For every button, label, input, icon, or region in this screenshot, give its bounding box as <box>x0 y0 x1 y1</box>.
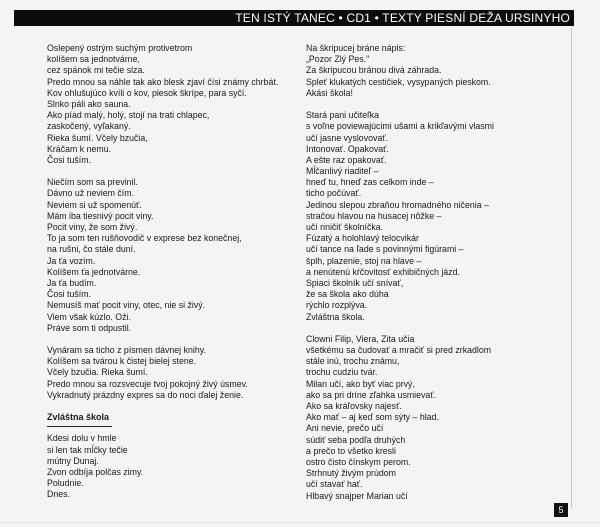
text-line: Clowni Filip, Viera, Zita učia <box>306 333 415 344</box>
text-line: Kolíšem ťa jednotvárne. <box>47 266 141 277</box>
text-line: Zvon odbíja polčas zimy. <box>47 466 144 477</box>
text-line: Kov ohlušujúco kvíli o kov, piesok škrípe, para syčí. <box>47 87 247 98</box>
text-line: Strhnutý živým prúdom <box>306 468 396 479</box>
text-line: súdiť seba podľa druhých <box>306 434 406 445</box>
text-line: mútny Dunaj. <box>47 455 99 466</box>
text-line: Spleť klukatých cestičiek, vysypaných pieskom. <box>306 76 491 87</box>
text-line: stračou hlavou na husacej nôžke – <box>306 210 442 221</box>
right-stanza-2 <box>306 110 566 323</box>
text-line: šplh, plazenie, stoj na hlave – <box>306 255 422 266</box>
text-line: Čosi tuším. <box>47 154 91 165</box>
text-line: Ja ťa budím. <box>47 277 97 288</box>
text-line: Dávno už neviem čím. <box>47 188 135 199</box>
text-line: „Pozor Zlý Pes." <box>306 54 370 65</box>
text-line: učí riničiť školníčka. <box>306 222 384 232</box>
text-line: Hlbavý snajper Marian učí <box>306 490 408 501</box>
page-number: 5 <box>554 503 568 517</box>
right-stanza-1 <box>306 43 566 99</box>
text-line: že sa škola ako dúha <box>306 289 389 300</box>
section-heading-rule <box>47 426 112 427</box>
text-line: učí tance na ľade s povinnými figúrami – <box>306 244 464 255</box>
text-line: Mám iba tiesnivý pocit viny. <box>47 210 154 221</box>
text-line: Viem však kúzlo. Oži. <box>47 311 131 322</box>
right-margin-rule <box>571 28 572 508</box>
text-line: ako sa pri dríne zľahka usmievať. <box>306 389 437 400</box>
stanza-gap <box>306 99 566 110</box>
text-line: Intonovať. Opakovať. <box>306 143 389 154</box>
text-line: Ako sa kráľovsky najesť. <box>306 401 402 411</box>
text-line: učí stavať hať. <box>306 479 363 490</box>
text-line: Nemusíš mať pocit viny, otec, nie si živý. <box>47 300 206 311</box>
text-line: Oslepený ostrým suchým protivetrom <box>47 43 193 53</box>
left-stanza-1 <box>47 43 287 166</box>
text-line: Neviem si už spomenúť. <box>47 199 142 210</box>
text-line: Stará pani učiteľka <box>306 110 379 121</box>
stanza-gap <box>47 334 287 345</box>
left-stanza-2 <box>47 177 287 334</box>
text-line: a prečo to všetko kresli <box>306 445 396 456</box>
text-line: kolíšem sa jednotvárne, <box>47 54 140 65</box>
text-line: Dnes. <box>47 489 70 500</box>
text-line: stále inú, trochu známu, <box>306 356 400 367</box>
right-stanza-3 <box>306 334 566 502</box>
text-line: Za škripucou bránou divá záhrada. <box>306 65 442 76</box>
stanza-gap <box>306 323 566 334</box>
text-line: Vykradnutý prázdny expres sa do noci ďalej ženie. <box>47 389 244 400</box>
text-line: Ako mať – aj keď som sýty – hlad. <box>306 412 439 423</box>
bottom-edge-line <box>0 522 600 523</box>
stanza-gap <box>47 401 287 412</box>
header-bar <box>0 0 600 28</box>
right-column <box>306 43 566 502</box>
text-line: Kráčam k nemu. <box>47 143 112 154</box>
page-header-title: TEN ISTÝ TANEC • CD1 • TEXTY PIESNÍ DEŽA URSINYHO <box>235 11 570 25</box>
text-line: Vynáram sa ticho z písmen dávnej knihy. <box>47 345 206 356</box>
text-line: a nenútenú kŕčovitosť exhibičných jázd. <box>306 266 460 277</box>
text-line: Včely bzučia. Rieka šumí. <box>47 367 148 378</box>
text-line: Niečím som sa previnil. <box>47 177 138 188</box>
text-line: Pocit viny, že som živý. <box>47 222 138 232</box>
text-line: všetkému sa čudovať a mračiť si pred zrkadlom <box>306 345 492 356</box>
text-line: Predo mnou sa rozsvecuje tvoj pokojný živý úsmev. <box>47 378 248 389</box>
text-line: Poludnie. <box>47 478 84 489</box>
text-line: trochu cudziu tvár. <box>306 367 378 378</box>
text-line: rýchlo rozplýva. <box>306 300 368 311</box>
text-line: Jedinou slepou zbraňou hromadného ničenia – <box>306 199 489 210</box>
text-line: Ja ťa vozím. <box>47 255 96 266</box>
section-heading: Zvláštna škola <box>47 412 110 423</box>
left-stanza-4 <box>47 433 287 500</box>
text-line: Slnko páli ako sauna. <box>47 98 131 109</box>
text-line: zaskočený, vyľakaný. <box>47 121 131 132</box>
text-line: To ja som ten rušňovodič v exprese bez konečnej, <box>47 233 242 244</box>
stanza-gap <box>47 166 287 177</box>
text-line: s voľne poviewajúcimi ušami a krikľavými vlasmi <box>306 121 494 132</box>
left-column <box>47 43 287 501</box>
text-line: Čosi tuším. <box>47 289 91 300</box>
text-line: Kdesi dolu v hmle <box>47 433 117 444</box>
text-line: Rieka šumí. Včely bzučia, <box>47 132 148 143</box>
text-line: Ani nevie, prečo učí <box>306 423 384 434</box>
text-line: Milan učí, ako byť viac prvý, <box>306 378 415 389</box>
text-line: Ako píad malý, holý, stojí na trati chlapec, <box>47 110 210 121</box>
text-line: Fúzatý a holohlavý telocvikár <box>306 233 419 244</box>
left-stanza-3 <box>47 345 287 401</box>
text-line: Spiaci školník učí snívať, <box>306 277 404 288</box>
text-line: cez spánok mi tečie slza. <box>47 65 145 76</box>
text-line: A ešte raz opakovať. <box>306 154 387 165</box>
text-line: Kolíšem sa tvárou k čistej bielej stene. <box>47 356 197 367</box>
text-line: Práve som ti odpustil. <box>47 322 132 333</box>
text-line: ostro čisto čínskym perom. <box>306 456 411 467</box>
text-line: Mĺčanlivý riaditeľ – <box>306 166 379 177</box>
text-line: ticho počúvať. <box>306 188 362 199</box>
text-line: hneď tu, hneď zas celkom inde – <box>306 177 434 188</box>
text-line: Akási škola! <box>306 87 353 98</box>
text-line: na rušni, čo stále duní. <box>47 244 136 255</box>
text-line: si len tak mĺčky tečie <box>47 444 128 455</box>
text-line: učí jasne vyslovovať. <box>306 132 389 143</box>
text-line: Predo mnou sa náhle tak ako blesk zjaví čísi známy chrbát. <box>47 76 279 87</box>
text-line: Na škripucej bráne nápis: <box>306 43 406 53</box>
text-line: Zvláštna škola. <box>306 311 365 322</box>
